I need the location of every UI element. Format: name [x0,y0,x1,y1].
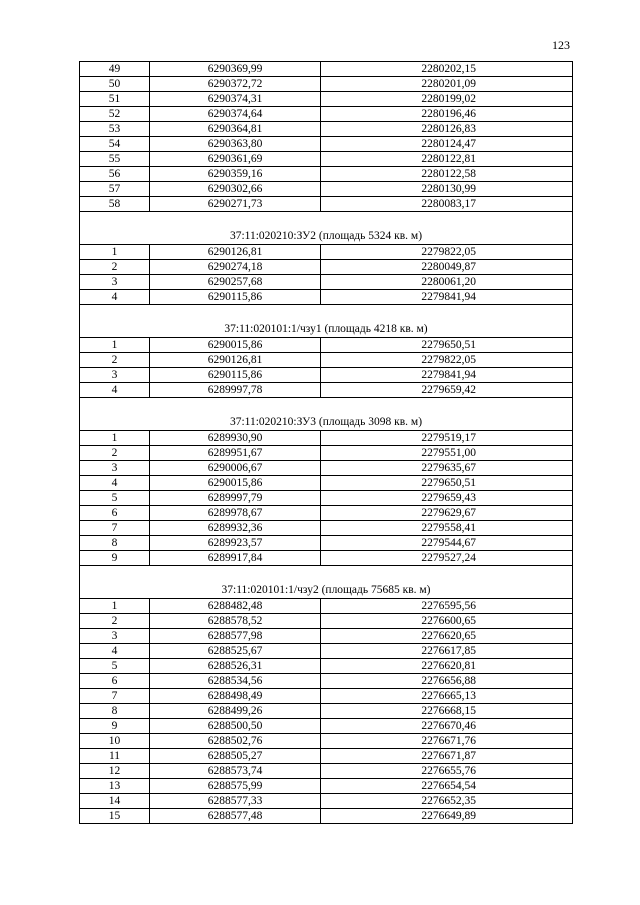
table-row [80,368,573,383]
y-coordinate-cell: 2280061,20 [321,275,573,290]
table-row [80,749,573,764]
table-row [80,122,573,137]
x-coordinate-cell: 6288498,49 [150,689,321,704]
y-coordinate-cell: 2276595,56 [321,599,573,614]
point-number-cell: 49 [80,62,150,77]
y-coordinate-cell: 2276665,13 [321,689,573,704]
table-row [80,383,573,398]
x-coordinate-cell: 6290115,86 [150,368,321,383]
y-coordinate-cell: 2279822,05 [321,353,573,368]
table-row [80,92,573,107]
point-number-cell: 2 [80,353,150,368]
table-row [80,476,573,491]
y-coordinate-cell: 2279841,94 [321,368,573,383]
table-row [80,275,573,290]
table-row [80,491,573,506]
y-coordinate-cell: 2276617,85 [321,644,573,659]
point-number-cell: 3 [80,275,150,290]
x-coordinate-cell: 6290361,69 [150,152,321,167]
x-coordinate-cell: 6290015,86 [150,476,321,491]
x-coordinate-cell: 6288577,33 [150,794,321,809]
x-coordinate-cell: 6290115,86 [150,290,321,305]
x-coordinate-cell: 6290257,68 [150,275,321,290]
point-number-cell: 56 [80,167,150,182]
table-row [80,614,573,629]
table-row [80,599,573,614]
y-coordinate-cell: 2279635,67 [321,461,573,476]
y-coordinate-cell: 2279551,00 [321,446,573,461]
table-row [80,260,573,275]
y-coordinate-cell: 2276620,81 [321,659,573,674]
table-row [80,674,573,689]
table-row [80,77,573,92]
y-coordinate-cell: 2276620,65 [321,629,573,644]
point-number-cell: 4 [80,383,150,398]
point-number-cell: 11 [80,749,150,764]
y-coordinate-cell: 2279822,05 [321,245,573,260]
x-coordinate-cell: 6290359,16 [150,167,321,182]
y-coordinate-cell: 2280199,02 [321,92,573,107]
x-coordinate-cell: 6288526,31 [150,659,321,674]
x-coordinate-cell: 6290363,80 [150,137,321,152]
y-coordinate-cell: 2280083,17 [321,197,573,212]
y-coordinate-cell: 2280126,83 [321,122,573,137]
y-coordinate-cell: 2276668,15 [321,704,573,719]
point-number-cell: 2 [80,260,150,275]
x-coordinate-cell: 6290374,31 [150,92,321,107]
table-row [80,338,573,353]
table-row [80,167,573,182]
table-row [80,521,573,536]
point-number-cell: 10 [80,734,150,749]
point-number-cell: 6 [80,674,150,689]
x-coordinate-cell: 6290015,86 [150,338,321,353]
table-row [80,809,573,824]
y-coordinate-cell: 2279519,17 [321,431,573,446]
x-coordinate-cell: 6290364,81 [150,122,321,137]
y-coordinate-cell: 2279527,24 [321,551,573,566]
table-row [80,704,573,719]
point-number-cell: 1 [80,338,150,353]
point-number-cell: 1 [80,431,150,446]
point-number-cell: 54 [80,137,150,152]
x-coordinate-cell: 6289930,90 [150,431,321,446]
point-number-cell: 51 [80,92,150,107]
section-title: 37:11:020210:ЗУ3 (площадь 3098 кв. м) [80,398,573,431]
point-number-cell: 1 [80,245,150,260]
x-coordinate-cell: 6288500,50 [150,719,321,734]
x-coordinate-cell: 6288502,76 [150,734,321,749]
y-coordinate-cell: 2280124,47 [321,137,573,152]
y-coordinate-cell: 2276649,89 [321,809,573,824]
table-row [80,629,573,644]
coordinates-table-body [80,62,573,824]
table-row [80,461,573,476]
x-coordinate-cell: 6288577,48 [150,809,321,824]
table-row [80,137,573,152]
point-number-cell: 7 [80,521,150,536]
x-coordinate-cell: 6288577,98 [150,629,321,644]
section-header-row [80,305,573,338]
y-coordinate-cell: 2276600,65 [321,614,573,629]
point-number-cell: 4 [80,290,150,305]
y-coordinate-cell: 2276654,54 [321,779,573,794]
x-coordinate-cell: 6289978,67 [150,506,321,521]
point-number-cell: 2 [80,446,150,461]
point-number-cell: 4 [80,644,150,659]
page-number: 123 [552,38,570,52]
point-number-cell: 6 [80,506,150,521]
table-row [80,719,573,734]
point-number-cell: 15 [80,809,150,824]
x-coordinate-cell: 6288573,74 [150,764,321,779]
coordinates-table [79,61,573,824]
x-coordinate-cell: 6288575,99 [150,779,321,794]
point-number-cell: 4 [80,476,150,491]
point-number-cell: 9 [80,719,150,734]
point-number-cell: 1 [80,599,150,614]
y-coordinate-cell: 2280130,99 [321,182,573,197]
table-row [80,62,573,77]
table-row [80,353,573,368]
y-coordinate-cell: 2276670,46 [321,719,573,734]
x-coordinate-cell: 6288578,52 [150,614,321,629]
point-number-cell: 3 [80,368,150,383]
section-header-row [80,212,573,245]
point-number-cell: 57 [80,182,150,197]
x-coordinate-cell: 6290369,99 [150,62,321,77]
point-number-cell: 14 [80,794,150,809]
point-number-cell: 3 [80,629,150,644]
table-row [80,764,573,779]
table-row [80,689,573,704]
table-row [80,551,573,566]
point-number-cell: 5 [80,491,150,506]
table-row [80,152,573,167]
y-coordinate-cell: 2276671,76 [321,734,573,749]
y-coordinate-cell: 2276656,88 [321,674,573,689]
point-number-cell: 13 [80,779,150,794]
y-coordinate-cell: 2280202,15 [321,62,573,77]
point-number-cell: 9 [80,551,150,566]
y-coordinate-cell: 2279558,41 [321,521,573,536]
table-row [80,182,573,197]
section-title: 37:11:020101:1/чзу1 (площадь 4218 кв. м) [80,305,573,338]
x-coordinate-cell: 6290126,81 [150,245,321,260]
x-coordinate-cell: 6290006,67 [150,461,321,476]
section-title: 37:11:020101:1/чзу2 (площадь 75685 кв. м) [80,566,573,599]
point-number-cell: 50 [80,77,150,92]
x-coordinate-cell: 6290374,64 [150,107,321,122]
table-row [80,536,573,551]
y-coordinate-cell: 2279650,51 [321,476,573,491]
x-coordinate-cell: 6290274,18 [150,260,321,275]
table-row [80,446,573,461]
table-row [80,245,573,260]
table-row [80,644,573,659]
x-coordinate-cell: 6289917,84 [150,551,321,566]
point-number-cell: 8 [80,704,150,719]
section-header-row [80,566,573,599]
y-coordinate-cell: 2279629,67 [321,506,573,521]
table-row [80,779,573,794]
x-coordinate-cell: 6288499,26 [150,704,321,719]
y-coordinate-cell: 2280201,09 [321,77,573,92]
table-row [80,290,573,305]
table-row [80,107,573,122]
point-number-cell: 8 [80,536,150,551]
y-coordinate-cell: 2280122,81 [321,152,573,167]
y-coordinate-cell: 2280196,46 [321,107,573,122]
x-coordinate-cell: 6290271,73 [150,197,321,212]
y-coordinate-cell: 2279650,51 [321,338,573,353]
y-coordinate-cell: 2279659,43 [321,491,573,506]
y-coordinate-cell: 2276655,76 [321,764,573,779]
table-row [80,659,573,674]
x-coordinate-cell: 6288525,67 [150,644,321,659]
y-coordinate-cell: 2280122,58 [321,167,573,182]
y-coordinate-cell: 2280049,87 [321,260,573,275]
section-title: 37:11:020210:ЗУ2 (площадь 5324 кв. м) [80,212,573,245]
x-coordinate-cell: 6288482,48 [150,599,321,614]
point-number-cell: 55 [80,152,150,167]
x-coordinate-cell: 6289932,36 [150,521,321,536]
point-number-cell: 3 [80,461,150,476]
table-row [80,197,573,212]
x-coordinate-cell: 6289997,78 [150,383,321,398]
point-number-cell: 7 [80,689,150,704]
x-coordinate-cell: 6288534,56 [150,674,321,689]
table-row [80,506,573,521]
y-coordinate-cell: 2279841,94 [321,290,573,305]
x-coordinate-cell: 6289951,67 [150,446,321,461]
x-coordinate-cell: 6290372,72 [150,77,321,92]
x-coordinate-cell: 6289997,79 [150,491,321,506]
table-row [80,794,573,809]
x-coordinate-cell: 6289923,57 [150,536,321,551]
section-header-row [80,398,573,431]
y-coordinate-cell: 2276652,35 [321,794,573,809]
y-coordinate-cell: 2276671,87 [321,749,573,764]
y-coordinate-cell: 2279659,42 [321,383,573,398]
point-number-cell: 12 [80,764,150,779]
x-coordinate-cell: 6290302,66 [150,182,321,197]
x-coordinate-cell: 6290126,81 [150,353,321,368]
point-number-cell: 52 [80,107,150,122]
point-number-cell: 2 [80,614,150,629]
y-coordinate-cell: 2279544,67 [321,536,573,551]
table-row [80,431,573,446]
point-number-cell: 58 [80,197,150,212]
x-coordinate-cell: 6288505,27 [150,749,321,764]
point-number-cell: 5 [80,659,150,674]
point-number-cell: 53 [80,122,150,137]
table-row [80,734,573,749]
